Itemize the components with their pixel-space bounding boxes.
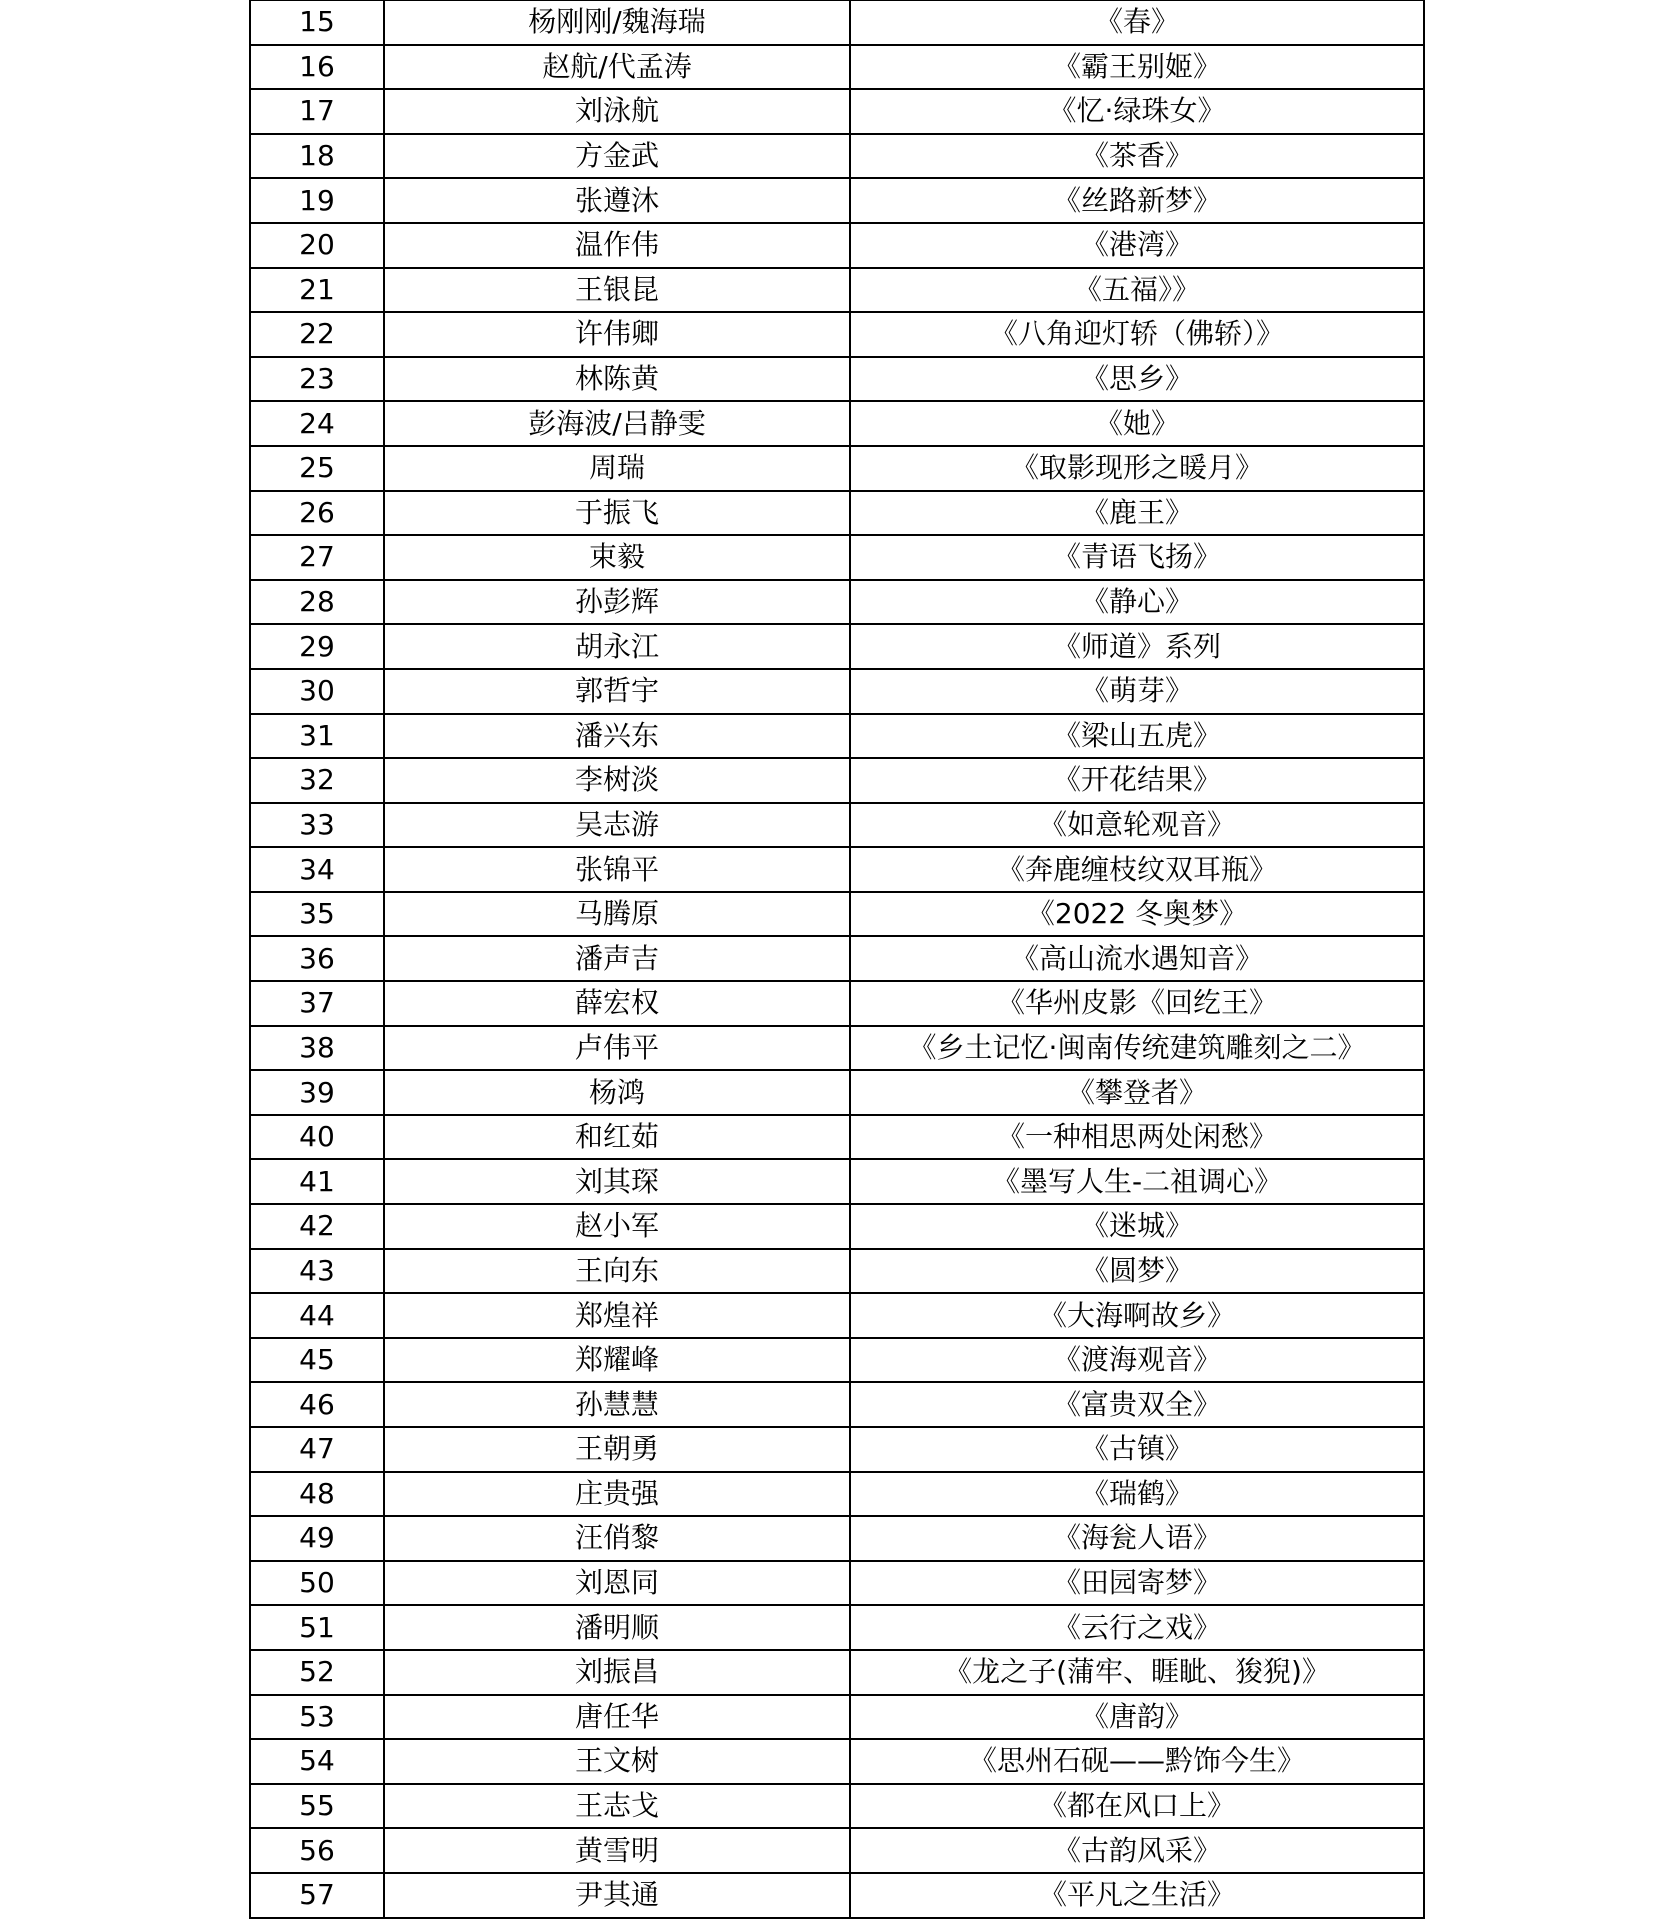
row-number-cell: 46 xyxy=(250,1382,384,1427)
table-row xyxy=(250,1070,1424,1115)
author-name-cell: 林陈黄 xyxy=(384,357,850,402)
row-number-cell: 41 xyxy=(250,1159,384,1204)
table-row xyxy=(250,892,1424,937)
author-name-cell: 唐任华 xyxy=(384,1695,850,1740)
author-name-cell: 束毅 xyxy=(384,535,850,580)
work-title-cell: 《大海啊故乡》 xyxy=(850,1293,1424,1338)
table-row xyxy=(250,1695,1424,1740)
author-name-cell: 潘声吉 xyxy=(384,936,850,981)
row-number-cell: 53 xyxy=(250,1695,384,1740)
row-number-cell: 17 xyxy=(250,89,384,134)
table-row xyxy=(250,1249,1424,1294)
work-title-cell: 《师道》系列 xyxy=(850,624,1424,669)
author-name-cell: 许伟卿 xyxy=(384,312,850,357)
row-number-cell: 23 xyxy=(250,357,384,402)
row-number-cell: 21 xyxy=(250,268,384,313)
author-name-cell: 汪俏黎 xyxy=(384,1516,850,1561)
row-number-cell: 25 xyxy=(250,446,384,491)
work-title-cell: 《海瓮人语》 xyxy=(850,1516,1424,1561)
row-number-cell: 52 xyxy=(250,1650,384,1695)
table-row xyxy=(250,1605,1424,1650)
row-number-cell: 38 xyxy=(250,1026,384,1071)
row-number-cell: 47 xyxy=(250,1427,384,1472)
work-title-cell: 《港湾》 xyxy=(850,223,1424,268)
row-number-cell: 26 xyxy=(250,491,384,536)
row-number-cell: 27 xyxy=(250,535,384,580)
table-row xyxy=(250,936,1424,981)
work-title-cell: 《如意轮观音》 xyxy=(850,803,1424,848)
row-number-cell: 30 xyxy=(250,669,384,714)
work-title-cell: 《古镇》 xyxy=(850,1427,1424,1472)
row-number-cell: 54 xyxy=(250,1739,384,1784)
author-name-cell: 庄贵强 xyxy=(384,1472,850,1517)
work-title-cell: 《青语飞扬》 xyxy=(850,535,1424,580)
author-name-cell: 张遵沐 xyxy=(384,178,850,223)
row-number-cell: 43 xyxy=(250,1249,384,1294)
work-title-cell: 《瑞鹤》 xyxy=(850,1472,1424,1517)
table-row xyxy=(250,1472,1424,1517)
row-number-cell: 16 xyxy=(250,45,384,90)
work-title-cell: 《圆梦》 xyxy=(850,1249,1424,1294)
row-number-cell: 56 xyxy=(250,1828,384,1873)
work-title-cell: 《田园寄梦》 xyxy=(850,1561,1424,1606)
author-name-cell: 张锦平 xyxy=(384,847,850,892)
author-name-cell: 郑耀峰 xyxy=(384,1338,850,1383)
author-name-cell: 卢伟平 xyxy=(384,1026,850,1071)
work-title-cell: 《春》 xyxy=(850,0,1424,45)
table-row xyxy=(250,491,1424,536)
author-name-cell: 潘明顺 xyxy=(384,1605,850,1650)
work-title-cell: 《云行之戏》 xyxy=(850,1605,1424,1650)
table-row xyxy=(250,981,1424,1026)
row-number-cell: 28 xyxy=(250,580,384,625)
author-name-cell: 彭海波/吕静雯 xyxy=(384,401,850,446)
author-name-cell: 和红茹 xyxy=(384,1115,850,1160)
row-number-cell: 50 xyxy=(250,1561,384,1606)
work-title-cell: 《渡海观音》 xyxy=(850,1338,1424,1383)
row-number-cell: 32 xyxy=(250,758,384,803)
award-list-table xyxy=(249,0,1425,1919)
author-name-cell: 方金武 xyxy=(384,134,850,179)
author-name-cell: 温作伟 xyxy=(384,223,850,268)
table-body xyxy=(250,0,1424,1918)
table-row xyxy=(250,45,1424,90)
work-title-cell: 《八角迎灯轿（佛轿）》 xyxy=(850,312,1424,357)
author-name-cell: 胡永江 xyxy=(384,624,850,669)
author-name-cell: 马腾原 xyxy=(384,892,850,937)
work-title-cell: 《鹿王》 xyxy=(850,491,1424,536)
row-number-cell: 37 xyxy=(250,981,384,1026)
author-name-cell: 赵小军 xyxy=(384,1204,850,1249)
table-row xyxy=(250,0,1424,45)
author-name-cell: 刘振昌 xyxy=(384,1650,850,1695)
row-number-cell: 44 xyxy=(250,1293,384,1338)
row-number-cell: 42 xyxy=(250,1204,384,1249)
work-title-cell: 《五福》》 xyxy=(850,268,1424,313)
author-name-cell: 周瑞 xyxy=(384,446,850,491)
author-name-cell: 李树淡 xyxy=(384,758,850,803)
table-row xyxy=(250,1650,1424,1695)
table-row xyxy=(250,714,1424,759)
row-number-cell: 51 xyxy=(250,1605,384,1650)
author-name-cell: 黄雪明 xyxy=(384,1828,850,1873)
work-title-cell: 《思州石砚——黔饰今生》 xyxy=(850,1739,1424,1784)
work-title-cell: 《梁山五虎》 xyxy=(850,714,1424,759)
author-name-cell: 刘泳航 xyxy=(384,89,850,134)
row-number-cell: 33 xyxy=(250,803,384,848)
work-title-cell: 《高山流水遇知音》 xyxy=(850,936,1424,981)
work-title-cell: 《乡土记忆·闽南传统建筑雕刻之二》 xyxy=(850,1026,1424,1071)
table-row xyxy=(250,1115,1424,1160)
author-name-cell: 赵航/代孟涛 xyxy=(384,45,850,90)
row-number-cell: 34 xyxy=(250,847,384,892)
author-name-cell: 杨鸿 xyxy=(384,1070,850,1115)
author-name-cell: 王向东 xyxy=(384,1249,850,1294)
table-row xyxy=(250,357,1424,402)
author-name-cell: 郭哲宇 xyxy=(384,669,850,714)
table-row xyxy=(250,223,1424,268)
row-number-cell: 55 xyxy=(250,1784,384,1829)
work-title-cell: 《茶香》 xyxy=(850,134,1424,179)
author-name-cell: 薛宏权 xyxy=(384,981,850,1026)
table-row xyxy=(250,89,1424,134)
table-row xyxy=(250,535,1424,580)
work-title-cell: 《富贵双全》 xyxy=(850,1382,1424,1427)
row-number-cell: 36 xyxy=(250,936,384,981)
work-title-cell: 《丝路新梦》 xyxy=(850,178,1424,223)
author-name-cell: 孙彭辉 xyxy=(384,580,850,625)
row-number-cell: 49 xyxy=(250,1516,384,1561)
author-name-cell: 潘兴东 xyxy=(384,714,850,759)
table-row xyxy=(250,847,1424,892)
work-title-cell: 《平凡之生活》 xyxy=(850,1873,1424,1918)
row-number-cell: 39 xyxy=(250,1070,384,1115)
row-number-cell: 40 xyxy=(250,1115,384,1160)
work-title-cell: 《古韵风采》 xyxy=(850,1828,1424,1873)
work-title-cell: 《思乡》 xyxy=(850,357,1424,402)
work-title-cell: 《霸王别姬》 xyxy=(850,45,1424,90)
table-row xyxy=(250,1382,1424,1427)
table-row xyxy=(250,134,1424,179)
row-number-cell: 18 xyxy=(250,134,384,179)
table-row xyxy=(250,803,1424,848)
author-name-cell: 郑煌祥 xyxy=(384,1293,850,1338)
row-number-cell: 45 xyxy=(250,1338,384,1383)
row-number-cell: 31 xyxy=(250,714,384,759)
table-row xyxy=(250,1338,1424,1383)
row-number-cell: 24 xyxy=(250,401,384,446)
row-number-cell: 35 xyxy=(250,892,384,937)
table-row xyxy=(250,758,1424,803)
row-number-cell: 29 xyxy=(250,624,384,669)
author-name-cell: 刘其琛 xyxy=(384,1159,850,1204)
table-row xyxy=(250,1784,1424,1829)
work-title-cell: 《迷城》 xyxy=(850,1204,1424,1249)
table-row xyxy=(250,1873,1424,1918)
row-number-cell: 22 xyxy=(250,312,384,357)
author-name-cell: 王志戈 xyxy=(384,1784,850,1829)
work-title-cell: 《都在风口上》 xyxy=(850,1784,1424,1829)
author-name-cell: 王文树 xyxy=(384,1739,850,1784)
work-title-cell: 《墨写人生-二祖调心》 xyxy=(850,1159,1424,1204)
table-row xyxy=(250,446,1424,491)
work-title-cell: 《她》 xyxy=(850,401,1424,446)
work-title-cell: 《取影现形之暖月》 xyxy=(850,446,1424,491)
work-title-cell: 《萌芽》 xyxy=(850,669,1424,714)
row-number-cell: 57 xyxy=(250,1873,384,1918)
work-title-cell: 《攀登者》 xyxy=(850,1070,1424,1115)
table-row xyxy=(250,580,1424,625)
table-row xyxy=(250,1026,1424,1071)
table-row xyxy=(250,624,1424,669)
work-title-cell: 《2022 冬奥梦》 xyxy=(850,892,1424,937)
author-name-cell: 刘恩同 xyxy=(384,1561,850,1606)
work-title-cell: 《唐韵》 xyxy=(850,1695,1424,1740)
table-row xyxy=(250,178,1424,223)
table-row xyxy=(250,1293,1424,1338)
table-row xyxy=(250,1204,1424,1249)
table-row xyxy=(250,1427,1424,1472)
work-title-cell: 《龙之子(蒲牢、睚眦、狻猊)》 xyxy=(850,1650,1424,1695)
work-title-cell: 《一种相思两处闲愁》 xyxy=(850,1115,1424,1160)
table-row xyxy=(250,1516,1424,1561)
table-row xyxy=(250,1561,1424,1606)
row-number-cell: 20 xyxy=(250,223,384,268)
table-row xyxy=(250,669,1424,714)
table-row xyxy=(250,401,1424,446)
row-number-cell: 48 xyxy=(250,1472,384,1517)
work-title-cell: 《华州皮影《回纥王》 xyxy=(850,981,1424,1026)
row-number-cell: 15 xyxy=(250,0,384,45)
work-title-cell: 《静心》 xyxy=(850,580,1424,625)
row-number-cell: 19 xyxy=(250,178,384,223)
author-name-cell: 于振飞 xyxy=(384,491,850,536)
author-name-cell: 尹其通 xyxy=(384,1873,850,1918)
author-name-cell: 王银昆 xyxy=(384,268,850,313)
table-row xyxy=(250,1739,1424,1784)
author-name-cell: 孙慧慧 xyxy=(384,1382,850,1427)
author-name-cell: 吴志游 xyxy=(384,803,850,848)
table-row xyxy=(250,268,1424,313)
work-title-cell: 《奔鹿缠枝纹双耳瓶》 xyxy=(850,847,1424,892)
table-row xyxy=(250,1159,1424,1204)
work-title-cell: 《忆·绿珠女》 xyxy=(850,89,1424,134)
work-title-cell: 《开花结果》 xyxy=(850,758,1424,803)
table-row xyxy=(250,1828,1424,1873)
table-row xyxy=(250,312,1424,357)
author-name-cell: 王朝勇 xyxy=(384,1427,850,1472)
author-name-cell: 杨刚刚/魏海瑞 xyxy=(384,0,850,45)
